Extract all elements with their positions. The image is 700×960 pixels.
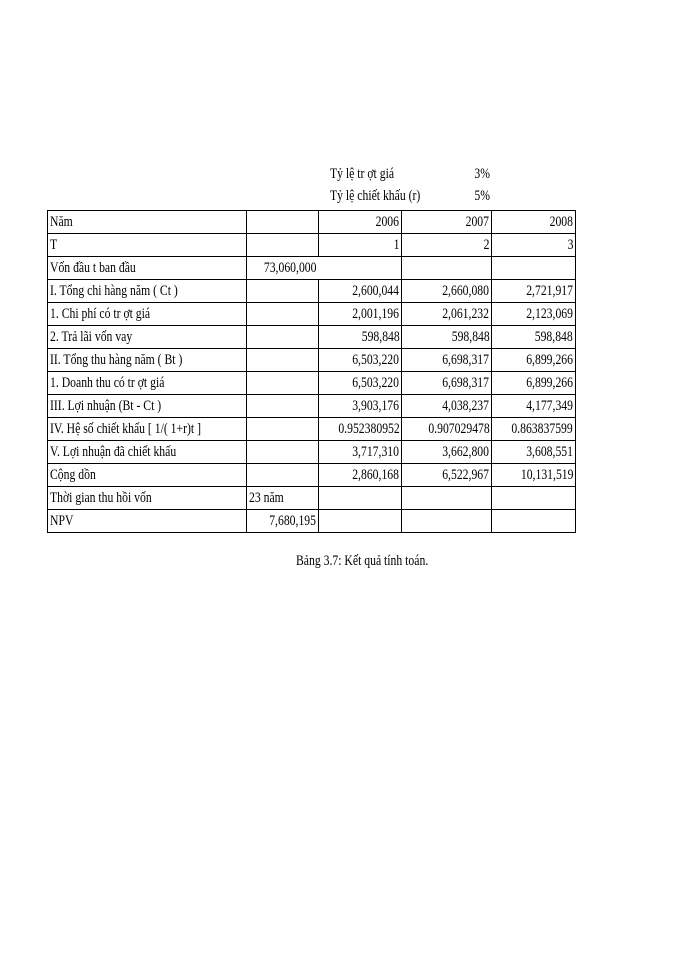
cell-text: IV. Hệ số chiết khấu [ 1/( 1+r)t ]: [50, 421, 201, 437]
year-2-cell: [402, 303, 492, 326]
table-row: [48, 395, 576, 418]
value-cell: [246, 487, 318, 510]
value-cell: [246, 349, 318, 372]
year-3-cell: [492, 464, 576, 487]
cell-text: 2,001,196: [352, 306, 400, 322]
row-label-cell: [48, 326, 247, 349]
cell-text: 6,503,220: [352, 375, 400, 391]
year-1-cell: [318, 211, 402, 234]
year-2-cell: [402, 464, 492, 487]
inflation-rate-value: 3%: [474, 166, 490, 182]
cell-text: Năm: [50, 214, 73, 230]
year-3-cell: [492, 487, 576, 510]
year-2-cell: [402, 211, 492, 234]
value-cell: [246, 464, 318, 487]
cell-text: Cộng dồn: [50, 467, 96, 483]
year-3-cell: [492, 326, 576, 349]
table-row: [48, 418, 576, 441]
cell-text: 2,660,080: [442, 283, 490, 299]
row-label-cell: [48, 487, 247, 510]
inflation-rate-label: Tỷ lệ tr ợt giá: [330, 166, 395, 182]
value-cell: [246, 234, 318, 257]
year-1-cell: [318, 303, 402, 326]
year-3-cell: [492, 280, 576, 303]
table-row: [48, 234, 576, 257]
cell-text: 2008: [549, 214, 574, 230]
table-caption: Bảng 3.7: Kết quả tính toán.: [296, 553, 429, 569]
year-1-cell: [318, 395, 402, 418]
value-cell: [246, 441, 318, 464]
cell-text: 2,600,044: [352, 283, 400, 299]
cell-text: 0.952380952: [337, 421, 400, 437]
cell-text: NPV: [50, 513, 74, 529]
year-3-cell: [492, 257, 576, 280]
year-2-cell: [402, 234, 492, 257]
year-3-cell: [492, 234, 576, 257]
cell-text: 2006: [375, 214, 400, 230]
year-2-cell: [402, 441, 492, 464]
cell-text: 73,060,000: [263, 260, 317, 276]
cell-text: T: [50, 237, 58, 253]
cell-text: 0.863837599: [511, 421, 574, 437]
year-3-cell: [492, 441, 576, 464]
results-table: [47, 210, 576, 533]
cell-text: V. Lợi nhuận đã chiết khấu: [50, 444, 177, 460]
year-1-cell: [318, 257, 402, 280]
year-1-cell: [318, 372, 402, 395]
value-cell: [246, 418, 318, 441]
cell-text: 1. Chi phí có tr ợt giá: [50, 306, 151, 322]
table-row: [48, 487, 576, 510]
year-2-cell: [402, 510, 492, 533]
results-table-body: [48, 211, 576, 533]
year-3-cell: [492, 349, 576, 372]
year-3-cell: [492, 303, 576, 326]
table-row: [48, 510, 576, 533]
year-2-cell: [402, 418, 492, 441]
cell-text: 1. Doanh thu có tr ợt giá: [50, 375, 165, 391]
row-label-cell: [48, 464, 247, 487]
value-cell: [246, 280, 318, 303]
year-2-cell: [402, 257, 492, 280]
cell-text: 7,680,195: [268, 513, 316, 529]
row-label-cell: [48, 303, 247, 326]
cell-text: Thời gian thu hồi vốn: [50, 490, 152, 506]
row-label-cell: [48, 211, 247, 234]
cell-text: 6,503,220: [352, 352, 400, 368]
cell-text: 3,903,176: [352, 398, 400, 414]
year-1-cell: [318, 418, 402, 441]
cell-text: III. Lợi nhuận (Bt - Ct ): [50, 398, 162, 414]
year-3-cell: [492, 510, 576, 533]
cell-text: 2,123,069: [526, 306, 574, 322]
year-1-cell: [318, 280, 402, 303]
cell-text: I. Tổng chi hàng năm ( Ct ): [50, 283, 178, 299]
cell-text: 4,177,349: [526, 398, 574, 414]
cell-text: 3: [567, 237, 574, 253]
cell-text: 598,848: [361, 329, 400, 345]
cell-text: 598,848: [535, 329, 574, 345]
year-3-cell: [492, 211, 576, 234]
table-row: [48, 303, 576, 326]
row-label-cell: [48, 418, 247, 441]
cell-text: 598,848: [451, 329, 490, 345]
year-3-cell: [492, 418, 576, 441]
year-3-cell: [492, 395, 576, 418]
cell-text: 3,662,800: [442, 444, 490, 460]
value-cell: [246, 395, 318, 418]
parameters-block: [330, 163, 490, 207]
year-1-cell: [318, 349, 402, 372]
cell-text: 0.907029478: [427, 421, 490, 437]
row-label-cell: [48, 441, 247, 464]
year-1-cell: [318, 326, 402, 349]
table-row: [48, 257, 576, 280]
row-label-cell: [48, 372, 247, 395]
row-label-cell: [48, 234, 247, 257]
inflation-rate-row: [330, 163, 490, 185]
year-1-cell: [318, 487, 402, 510]
value-cell: [246, 211, 318, 234]
cell-text: 6,698,317: [442, 352, 490, 368]
year-2-cell: [402, 395, 492, 418]
cell-text: 2. Trả lãi vốn vay: [50, 329, 133, 345]
row-label-cell: [48, 395, 247, 418]
cell-text: 1: [393, 237, 400, 253]
discount-rate-row: [330, 185, 490, 207]
year-2-cell: [402, 372, 492, 395]
year-1-cell: [318, 234, 402, 257]
cell-text: 3,717,310: [352, 444, 400, 460]
discount-rate-label: Tỷ lệ chiết khấu (r): [330, 188, 421, 204]
cell-text: 6,698,317: [442, 375, 490, 391]
table-row: [48, 464, 576, 487]
cell-text: 2: [483, 237, 490, 253]
cell-text: 2,721,917: [526, 283, 574, 299]
cell-text: 6,522,967: [442, 467, 490, 483]
value-cell: [246, 372, 318, 395]
row-label-cell: [48, 280, 247, 303]
row-label-cell: [48, 349, 247, 372]
row-label-cell: [48, 257, 247, 280]
year-3-cell: [492, 372, 576, 395]
cell-text: 10,131,519: [520, 467, 574, 483]
cell-text: 2,061,232: [442, 306, 490, 322]
year-2-cell: [402, 326, 492, 349]
cell-text: II. Tổng thu hàng năm ( Bt ): [50, 352, 183, 368]
row-label-cell: [48, 510, 247, 533]
table-row: [48, 441, 576, 464]
cell-text: 4,038,237: [442, 398, 490, 414]
cell-text: Vốn đầu t ban đầu: [50, 260, 136, 276]
value-cell: [246, 510, 318, 533]
year-2-cell: [402, 280, 492, 303]
cell-text: 6,899,266: [526, 375, 574, 391]
value-cell: [246, 257, 318, 280]
table-row: [48, 326, 576, 349]
table-row: [48, 349, 576, 372]
table-row: [48, 211, 576, 234]
value-cell: [246, 303, 318, 326]
cell-text: 6,899,266: [526, 352, 574, 368]
cell-text: 3,608,551: [526, 444, 574, 460]
year-1-cell: [318, 510, 402, 533]
year-1-cell: [318, 441, 402, 464]
cell-text: 23 năm: [248, 490, 284, 506]
year-2-cell: [402, 487, 492, 510]
year-2-cell: [402, 349, 492, 372]
year-1-cell: [318, 464, 402, 487]
discount-rate-value: 5%: [474, 188, 490, 204]
table-row: [48, 280, 576, 303]
cell-text: 2007: [465, 214, 490, 230]
cell-text: 2,860,168: [352, 467, 400, 483]
value-cell: [246, 326, 318, 349]
table-row: [48, 372, 576, 395]
